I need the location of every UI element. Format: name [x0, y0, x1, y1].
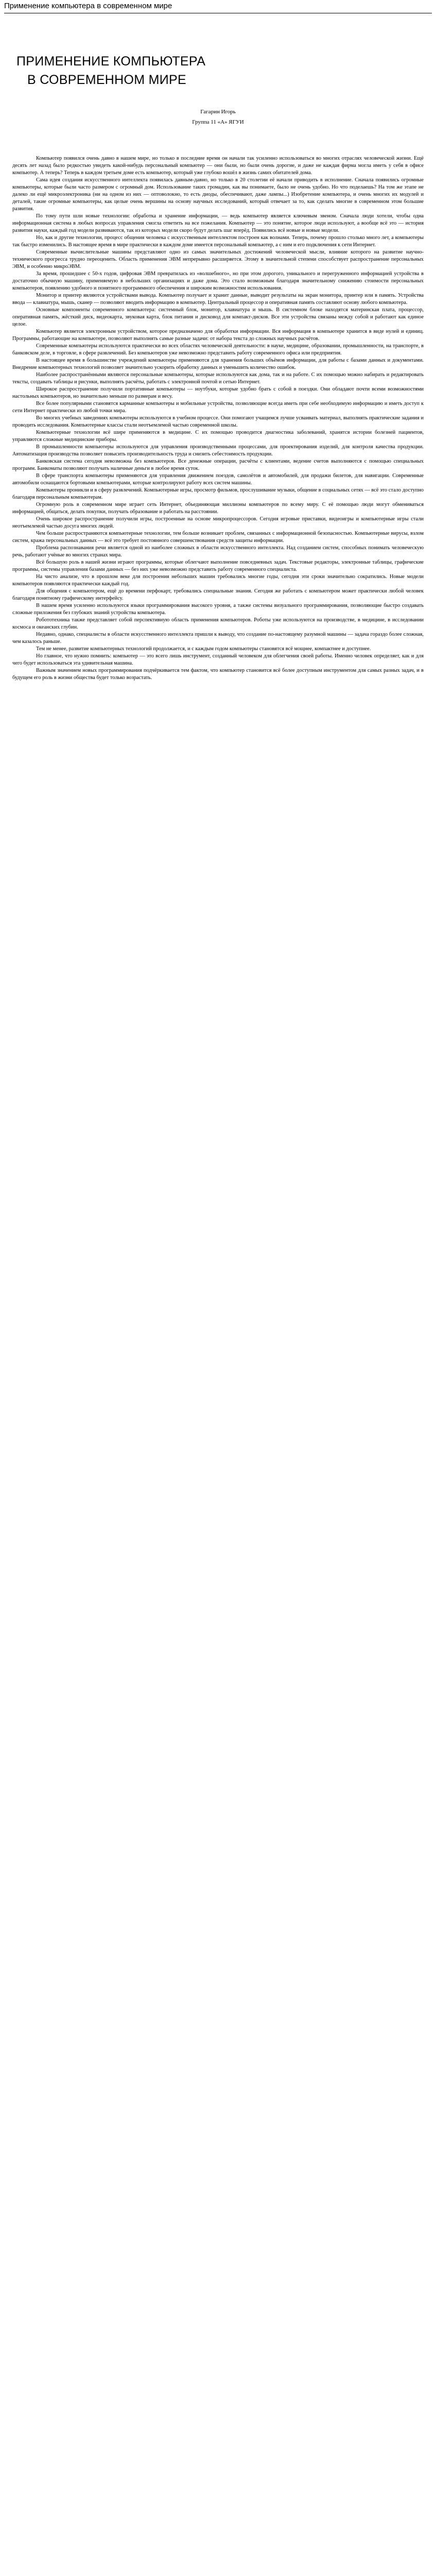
- page-title: Применение компьютера в современном мире: [4, 2, 172, 10]
- paragraph: Компьютер появился очень давно в нашем мире, но только в последние время он начали так усиленно использоваться во многих отраслях человеческой жизни. Ещё десять лет назад было редкостью увидеть какой-нибудь персональный компьютер — они были, но были очень дорогие, и даже не каждая фирма могла иметь у себя в офисе компьютер. А теперь? Теперь в каждом третьем доме есть компьютер, который уже глубоко вошёл в жизнь самих обитателей дома.: [12, 156, 424, 176]
- paragraph: Всё большую роль в нашей жизни играют программы, которые облегчают выполнение повседневных задач. Текстовые редакторы, электронные таблицы, графические программы, системы управления базами данных — без них уже невозможно представить работу современного специалиста.: [12, 560, 424, 572]
- document-heading-line-1: ПРИМЕНЕНИЕ КОМПЬЮТЕРА: [16, 54, 206, 69]
- paragraph: Наиболее распространёнными являются персональные компьютеры, которые используются как дома, так и на работе. С их помощью можно набирать и редактировать тексты, создавать таблицы и рисунки, выполнять расчёты, работать с электронной почтой и сетью Интернет.: [12, 372, 424, 385]
- paragraph: Сама идея создания искусственного интеллекта появилась давным-давно, но только в 20 столетии её начали приводить в исполнение. Сначала появились огромные компьютеры, которые были часто размером с огромный дом. Использование таких громадин, как вы понимаете, было не очень удобно. Но что поделаешь? На том же этапе не далеко ли ещё микроэлектроника (ни на одном из них — оптоволокно, то есть диоды, обеспечивают, даже лампы...) Изобретение компьютера, и очень многих их модулей и деталей, такие огромные компьютеры, как целые очень вершины на основу научных исследований, который отвечает за то, как сделать многие в современном этом большие развития.: [12, 177, 424, 212]
- paragraph: В промышленности компьютеры используются для управления производственными процессами, для проектирования изделий, для контроля качества продукции. Автоматизация производства позволяет повысить производительность труда и снизить себестоимость продукции.: [12, 444, 424, 457]
- paragraph: Тем не менее, развитие компьютерных технологий продолжается, и с каждым годом компьютеры становятся всё мощнее, компактнее и доступнее.: [36, 646, 371, 652]
- paragraph: За время, прошедшее с 50-х годов, цифровая ЭВМ превратилась из «волшебного», но при этом дорогого, уникального и перегруженного информацией устройства в достаточно обычную машину, применяемую в небольших организациях и даже дома. Это стало возможным благодаря значительному снижению стоимости персональных компьютеров, появлению удобного и понятного программного обеспечения и широким возможностям использования.: [12, 271, 424, 291]
- paragraph: Робототехника также представляет собой перспективную область применения компьютеров. Роботы уже используются на производстве, в медицине, в исследовании космоса и океанских глубин.: [12, 617, 424, 630]
- author-group: Группа 11 «А» ЯГУИ: [192, 119, 244, 125]
- paragraph: Чем больше распространяются компьютерные технологии, тем больше возникает проблем, связанных с информационной безопасностью. Компьютерные вирусы, взлом систем, кража персональных данных — всё это требует постоянного совершенствования средств защиты информации.: [12, 531, 424, 544]
- paragraph: Но, как и другие технологии, процесс общения человека с искусственным интеллектом построен как волнами. Теперь, почему прошло столько много лет, а компьютеры так быстро изменились. В настоящее время в мире практически в каждом доме имеется персональный компьютер, а с ним и его подключения к сети Интернет.: [12, 235, 424, 248]
- paragraph: Все более популярными становятся карманные компьютеры и мобильные устройства, позволяющие всегда иметь при себе необходимую информацию и иметь доступ к сети Интернет практически из любой точки мира.: [12, 401, 424, 414]
- paragraph: Для общения с компьютером, ещё до времени перфокарт, требовались специальные знания. Сегодня же работать с компьютером может практически любой человек благодаря понятному графическому интерфейсу.: [12, 588, 424, 601]
- article-body: [12, 155, 424, 682]
- paragraph: Но главное, что нужно помнить: компьютер — это всего лишь инструмент, созданный человеком для облегчения своей работы. Именно человек определяет, как и для чего будет использоваться эта удивительная машина.: [12, 653, 424, 666]
- paragraph: В настоящее время в большинстве учреждений компьютеры применяются для хранения больших объёмов информации, для работы с базами данных и документами. Внедрение компьютерных технологий позволяет значительно ускорить обработку данных и уменьшить количество ошибок.: [12, 358, 424, 370]
- paragraph: Компьютер является электронным устройством, которое предназначено для обработки информации. Вся информация в компьютере хранится в виде нулей и единиц. Программы, работающие на компьютере, позволяют выполнять самые разные задачи: от набора текста до сложных научных расчётов.: [12, 329, 424, 342]
- paragraph: В сфере транспорта компьютеры применяются для управления движением поездов, самолётов и автомобилей, для продажи билетов, для навигации. Современные автомобили оснащаются бортовыми компьютерами, которые контролируют работу всех систем машины.: [12, 473, 424, 486]
- paragraph: Недавно, однако, специалисты в области искусственного интеллекта пришли к выводу, что создание по-настоящему разумной машины — задача гораздо более сложная, чем казалось раньше.: [12, 632, 424, 645]
- paragraph: Основные компоненты современного компьютера: системный блок, монитор, клавиатура и мышь. В системном блоке находятся материнская плата, процессор, оперативная память, жёсткий диск, видеокарта, звуковая карта, блок питания и дисковод для компакт-дисков. Все эти устройства связаны между собой и работают как единое целое.: [12, 307, 424, 327]
- paragraph: Важным значением новых программирования подчёркивается тем фактом, что компьютер становится всё более доступным инструментом для самых разных задач, и в будущем его роль в жизни общества будет только возрастать.: [12, 668, 424, 681]
- paragraph: Монитор и принтер являются устройствами вывода. Компьютер получает и хранит данные, выводит результаты на экран монитора, принтер или в память. Устройства ввода — клавиатура, мышь, сканер — позволяют вводить информацию в компьютер. Центральный процессор и оперативная память составляют основу любого компьютера.: [12, 293, 424, 306]
- paragraph: Проблема распознавания речи является одной из наиболее сложных в области искусственного интеллекта. Над созданием систем, способных понимать человеческую речь, работают учёные во многих странах мира.: [12, 545, 424, 558]
- paragraph: Современные компьютеры используются практически во всех областях человеческой деятельности: в науке, медицине, образовании, промышленности, на транспорте, в банковском деле, в торговле, в сфере развлечений. Без компьютеров уже невозможно представить работу современного офиса или предприятия.: [12, 343, 424, 356]
- paragraph: Огромную роль в современном мире играет сеть Интернет, объединяющая миллионы компьютеров по всему миру. С её помощью люди могут обмениваться информацией, общаться, делать покупки, получать образование и работать на расстоянии.: [12, 502, 424, 515]
- author-name: Гагарин Игорь: [200, 109, 236, 115]
- paragraph: В нашем время усиленно используются языки программирования высокого уровня, а также системы визуального программирования, позволяющие быстро создавать сложные приложения без глубоких знаний устройства компьютера.: [12, 603, 424, 616]
- paragraph: Очень широкое распространение получили игры, построенные на основе микропроцессоров. Сегодня игровые приставки, видеоигры и компьютерные игры стали неотъемлемой частью досуга многих людей.: [12, 516, 424, 529]
- paragraph: На чисто анализе, что в прошлом веке для построения небольших машин требовались многие годы, сегодня эти сроки значительно сократились. Новые модели компьютеров появляются практически каждый год.: [12, 574, 424, 587]
- author-block: [0, 107, 436, 127]
- paragraph: Широкое распространение получили портативные компьютеры — ноутбуки, которые удобно брать с собой в поездки. Они обладают почти всеми возможностями настольных компьютеров, но значительно меньше по размерам и весу.: [12, 386, 424, 399]
- paragraph: По тому пути шли новые технологии: обработка и хранение информации, — ведь компьютер является ключевым звеном. Сначала люди хотели, чтобы одна информационная система в любых вопросах управления смогла ответить на все пожелания. Компьютер — это понятие, которое люди используют, а вообще всё это — история развития науки, каждый год модели развиваются, так из которых модели скоро будут делать шаг вперёд. Появились всё новые и новые модели.: [12, 213, 424, 233]
- paragraph: Во многих учебных заведениях компьютеры используются в учебном процессе. Они помогают учащимся лучше усваивать материал, выполнять практические задания и проводить исследования. Компьютерные классы стали неотъемлемой частью современной школы.: [12, 415, 424, 428]
- paragraph: Современные вычислительные машины представляют одно из самых значительных достижений человеческой мысли, влияние которого на развитие научно-технического прогресса трудно переоценить. Область применения ЭВМ непрерывно расширяется. Этому в значительной степени способствует распространение персональных ЭВМ, и особенно микроЭВМ.: [12, 249, 424, 269]
- paragraph: Банковская система сегодня невозможна без компьютеров. Все денежные операции, расчёты с клиентами, ведение счетов выполняются с помощью специальных программ. Банкоматы позволяют получать наличные деньги в любое время суток.: [12, 459, 424, 471]
- paragraph: Компьютеры проникли и в сферу развлечений. Компьютерные игры, просмотр фильмов, прослушивание музыки, общение в социальных сетях — всё это стало доступно благодаря персональным компьютерам.: [12, 487, 424, 500]
- paragraph: Компьютерные технологии всё шире применяются в медицине. С их помощью проводится диагностика заболеваний, хранятся истории болезней пациентов, управляются сложные медицинские приборы.: [12, 430, 424, 443]
- document-heading-line-2: В СОВРЕМЕННОМ МИРЕ: [27, 73, 186, 87]
- document-heading: [12, 52, 436, 89]
